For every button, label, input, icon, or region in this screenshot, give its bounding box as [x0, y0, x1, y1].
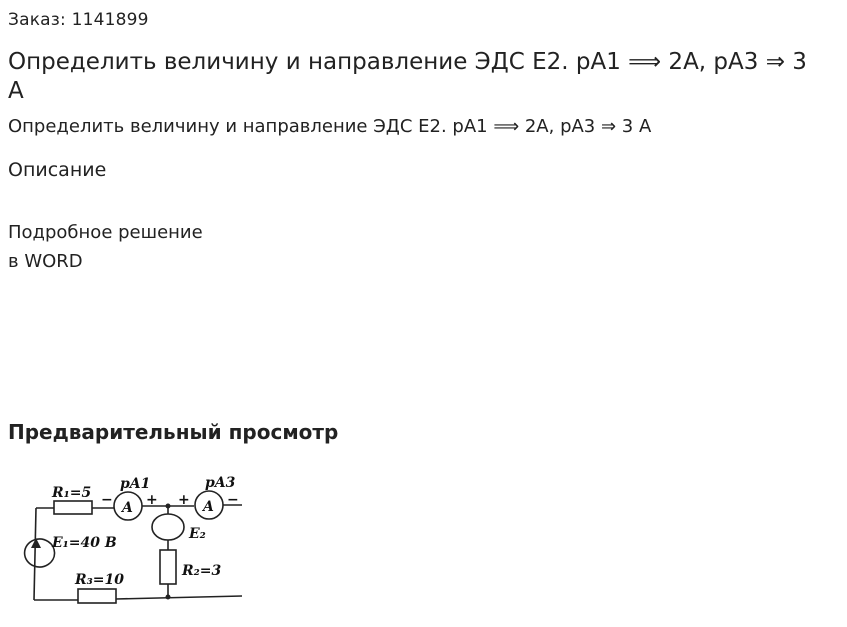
label-ammeter-2: A — [203, 499, 214, 515]
circuit-diagram — [14, 470, 246, 610]
description-heading: Описание — [8, 159, 107, 181]
resistor-r3-shape — [78, 589, 116, 603]
label-r1: R₁=5 — [52, 485, 92, 501]
label-plus-pa1: + — [146, 492, 158, 508]
preview-heading: Предварительный просмотр — [8, 420, 339, 444]
label-e2: E₂ — [189, 526, 206, 542]
label-minus-pa1: − — [101, 492, 113, 508]
label-r2: R₂=3 — [182, 563, 222, 579]
label-pa3: pA3 — [205, 475, 236, 491]
order-number: Заказ: 1141899 — [8, 10, 149, 30]
source-e2-shape — [152, 514, 184, 540]
label-plus-pa3: + — [178, 492, 190, 508]
junction-top — [166, 504, 171, 509]
description-line-2: в WORD — [8, 251, 83, 272]
left-wire — [34, 508, 36, 600]
circuit-preview-image — [14, 470, 246, 610]
label-minus-pa3: − — [227, 492, 239, 508]
description-line-1: Подробное решение — [8, 222, 203, 243]
page-title: Определить величину и направление ЭДС Е2. pA1 ⟹ 2A, pA3 ⇒ 3 A — [8, 49, 807, 104]
resistor-r2-shape — [160, 550, 176, 584]
label-e1: E₁=40 B — [52, 535, 117, 551]
task-subtitle: Определить величину и направление ЭДС Е2. pA1 ⟹ 2A, pA3 ⇒ 3 A — [8, 116, 652, 137]
label-ammeter-1: A — [122, 500, 133, 516]
resistor-r1-shape — [54, 501, 92, 514]
junction-bottom — [166, 595, 171, 600]
label-pa1: pA1 — [120, 476, 151, 492]
label-r3: R₃=10 — [75, 572, 124, 588]
